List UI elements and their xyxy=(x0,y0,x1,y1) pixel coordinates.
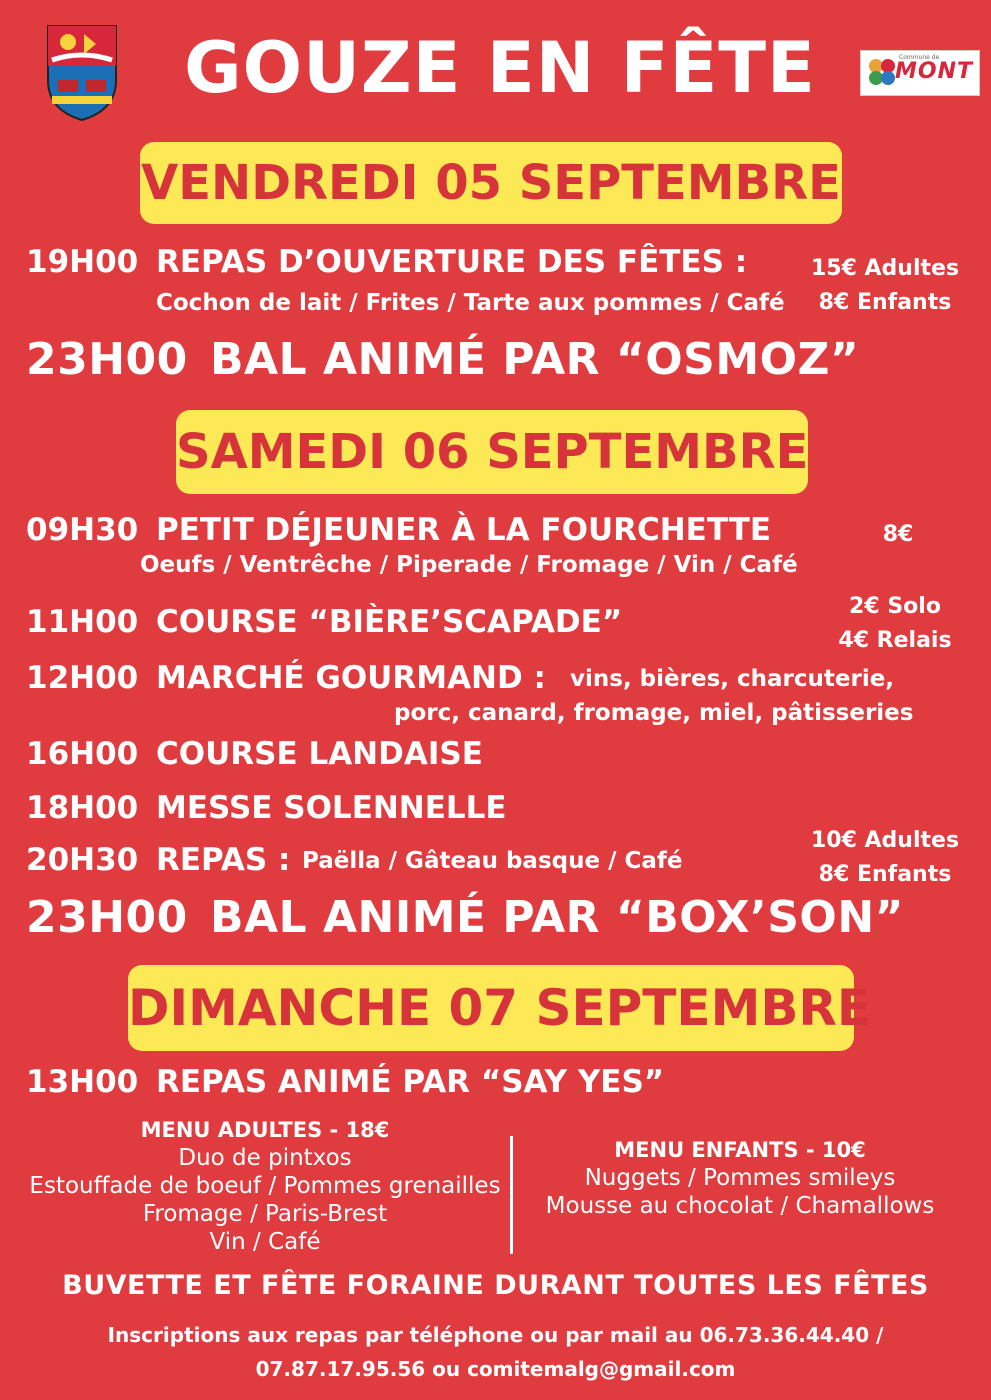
event-title: MARCHÉ GOURMAND : xyxy=(156,660,546,696)
price-relay: 4€ Relais xyxy=(838,628,952,653)
event-time: 16H00 xyxy=(26,736,139,772)
event-title: PETIT DÉJEUNER À LA FOURCHETTE xyxy=(156,512,772,548)
event-time: 18H00 xyxy=(26,790,139,826)
day-heading-friday: VENDREDI 05 SEPTEMBRE xyxy=(140,142,842,224)
event-details: vins, bières, charcuterie, xyxy=(570,666,895,692)
event-details: Oeufs / Ventrêche / Piperade / Fromage / Vin / Café xyxy=(140,552,798,578)
price-children: 8€ Enfants xyxy=(818,862,952,887)
menu-divider xyxy=(510,1136,513,1254)
price-children: 8€ Enfants xyxy=(818,290,952,315)
event-price xyxy=(810,590,980,658)
event-time: 09H30 xyxy=(26,512,139,548)
event-price xyxy=(800,824,970,892)
event-price xyxy=(800,252,970,320)
event-time: 20H30 xyxy=(26,842,139,878)
price-adults: 15€ Adultes xyxy=(810,256,960,281)
event-time: 23H00 xyxy=(26,892,188,943)
event-title: REPAS ANIMÉ PAR “SAY YES” xyxy=(156,1064,665,1100)
day-heading-sunday: DIMANCHE 07 SEPTEMBRE xyxy=(128,965,854,1051)
event-details: Cochon de lait / Frites / Tarte aux pommes / Café xyxy=(156,290,785,316)
menu-item: Mousse au chocolat / Chamallows xyxy=(545,1193,935,1219)
price-solo: 2€ Solo xyxy=(849,594,941,619)
mont-logo-text: MONT xyxy=(895,59,974,84)
page-title: GOUZE EN FÊTE xyxy=(184,27,816,109)
event-title: BAL ANIMÉ PAR “OSMOZ” xyxy=(210,334,860,385)
event-title: MESSE SOLENNELLE xyxy=(156,790,507,826)
footer-banner: BUVETTE ET FÊTE FORAINE DURANT TOUTES LES FÊTES xyxy=(62,1270,929,1301)
mont-commune-logo xyxy=(860,50,980,96)
event-time: 11H00 xyxy=(26,604,139,640)
event-details: Paëlla / Gâteau basque / Café xyxy=(302,848,683,874)
event-title: BAL ANIMÉ PAR “BOX’SON” xyxy=(210,892,905,943)
event-time: 19H00 xyxy=(26,244,139,280)
menu-item: Nuggets / Pommes smileys xyxy=(584,1165,896,1191)
mont-logo-small-text: Commune de xyxy=(899,54,940,61)
price-adults: 10€ Adultes xyxy=(810,828,960,853)
event-time: 23H00 xyxy=(26,334,188,385)
event-details-2: porc, canard, fromage, miel, pâtisseries xyxy=(394,700,914,726)
menu-adults xyxy=(20,1116,510,1256)
menu-item: Duo de pintxos xyxy=(178,1145,352,1171)
menu-children-heading: MENU ENFANTS - 10€ xyxy=(614,1138,866,1162)
menu-item: Estouffade de boeuf / Pommes grenailles xyxy=(29,1173,501,1199)
event-price: 8€ xyxy=(882,522,914,547)
contact-line-1: Inscriptions aux repas par téléphone ou par mail au 06.73.36.44.40 / xyxy=(107,1323,884,1347)
menu-children xyxy=(530,1136,950,1220)
menu-item: Fromage / Paris-Brest xyxy=(142,1201,388,1227)
event-time: 12H00 xyxy=(26,660,139,696)
event-title: REPAS : xyxy=(156,842,291,878)
day-heading-saturday: SAMEDI 06 SEPTEMBRE xyxy=(176,410,808,494)
event-title: COURSE LANDAISE xyxy=(156,736,483,772)
coat-of-arms-logo xyxy=(44,22,120,122)
footer-contact xyxy=(0,1318,991,1386)
contact-line-2: 07.87.17.95.56 ou comitemalg@gmail.com xyxy=(255,1357,736,1381)
event-title: REPAS D’OUVERTURE DES FÊTES : xyxy=(156,244,748,280)
menu-item: Vin / Café xyxy=(209,1229,321,1255)
menu-adults-heading: MENU ADULTES - 18€ xyxy=(140,1118,390,1142)
event-title: COURSE “BIÈRE’SCAPADE” xyxy=(156,604,623,640)
event-time: 13H00 xyxy=(26,1064,139,1100)
